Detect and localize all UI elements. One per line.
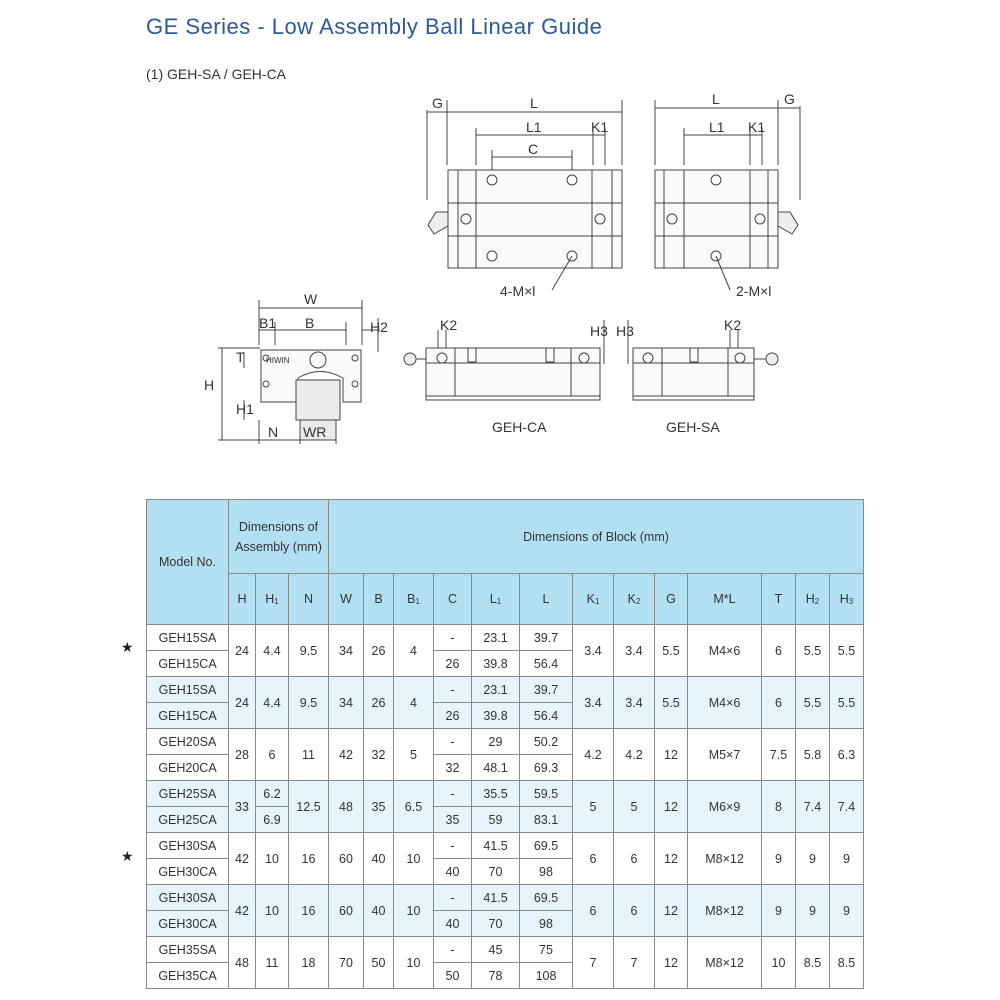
table-cell: 34 bbox=[329, 677, 364, 729]
dim-l-label: L bbox=[530, 95, 538, 111]
col-k2: $K_2$ bbox=[614, 574, 655, 625]
table-cell: 7.5 bbox=[762, 729, 796, 781]
table-cell: 6 bbox=[256, 729, 289, 781]
top-view-ca bbox=[427, 95, 622, 299]
table-cell: 4.2 bbox=[614, 729, 655, 781]
table-cell: 7.4 bbox=[796, 781, 830, 833]
table-cell: 6 bbox=[573, 885, 614, 937]
table-cell: 5.5 bbox=[830, 677, 864, 729]
header-assembly-group: Dimensions of Assembly (mm) bbox=[229, 500, 329, 574]
dim-n-label: N bbox=[268, 424, 279, 440]
table-cell: 3.4 bbox=[614, 625, 655, 677]
table-cell: 9 bbox=[762, 833, 796, 885]
table-row bbox=[147, 937, 864, 963]
dim-b1-label: B1 bbox=[259, 315, 277, 331]
col-k1: $K_1$ bbox=[573, 574, 614, 625]
dim-w-label: W bbox=[304, 291, 318, 307]
model-cell: GEH35CA bbox=[147, 963, 229, 989]
table-cell: 40 bbox=[434, 859, 472, 885]
table-cell: 6.5 bbox=[394, 781, 434, 833]
col-h2: $H_2$ bbox=[796, 574, 830, 625]
table-cell: 39.8 bbox=[472, 703, 520, 729]
table-cell: 29 bbox=[472, 729, 520, 755]
table-cell: 28 bbox=[229, 729, 256, 781]
table-cell: 7 bbox=[614, 937, 655, 989]
table-cell: 69.3 bbox=[520, 755, 573, 781]
model-cell: GEH30CA bbox=[147, 859, 229, 885]
table-cell: 60 bbox=[329, 833, 364, 885]
table-row bbox=[147, 625, 864, 651]
table-cell: 5 bbox=[394, 729, 434, 781]
table-cell: 5.5 bbox=[796, 625, 830, 677]
table-cell: 35 bbox=[434, 807, 472, 833]
table-cell: 35.5 bbox=[472, 781, 520, 807]
table-cell: 6 bbox=[573, 833, 614, 885]
table-cell: 9 bbox=[830, 885, 864, 937]
dim-h3-label-sa: H3 bbox=[616, 323, 634, 339]
table-cell: 10 bbox=[762, 937, 796, 989]
table-cell: 39.7 bbox=[520, 625, 573, 651]
table-cell: 70 bbox=[329, 937, 364, 989]
dim-k2-label-sa: K2 bbox=[724, 317, 742, 333]
table-cell: 39.7 bbox=[520, 677, 573, 703]
col-w: W bbox=[329, 574, 364, 625]
table-row bbox=[147, 729, 864, 755]
table-cell: 75 bbox=[520, 937, 573, 963]
table-cell: 4 bbox=[394, 677, 434, 729]
table-cell: M8×12 bbox=[688, 885, 762, 937]
table-cell: 32 bbox=[434, 755, 472, 781]
table-cell: 48 bbox=[229, 937, 256, 989]
technical-drawing bbox=[0, 0, 1000, 480]
table-cell: 108 bbox=[520, 963, 573, 989]
table-cell: M4×6 bbox=[688, 625, 762, 677]
table-cell: 4.4 bbox=[256, 625, 289, 677]
model-cell: GEH25CA bbox=[147, 807, 229, 833]
table-cell: 56.4 bbox=[520, 703, 573, 729]
table-cell: 42 bbox=[329, 729, 364, 781]
star-marker: ★ bbox=[121, 848, 134, 865]
col-h3: $H_3$ bbox=[830, 574, 864, 625]
table-cell: 5.5 bbox=[830, 625, 864, 677]
table-cell: 23.1 bbox=[472, 677, 520, 703]
table-cell: 69.5 bbox=[520, 833, 573, 859]
dim-l1-label-sa: L1 bbox=[709, 119, 725, 135]
table-cell: 9 bbox=[830, 833, 864, 885]
table-cell: - bbox=[434, 833, 472, 859]
table-cell: 41.5 bbox=[472, 833, 520, 859]
table-cell: 56.4 bbox=[520, 651, 573, 677]
dim-h-label: H bbox=[204, 377, 215, 393]
table-cell: 6.2 bbox=[256, 781, 289, 807]
table-cell: 6 bbox=[614, 885, 655, 937]
table-cell: 8.5 bbox=[830, 937, 864, 989]
table-cell: 50 bbox=[364, 937, 394, 989]
table-row bbox=[147, 781, 864, 807]
model-cell: GEH20SA bbox=[147, 729, 229, 755]
table-cell: 7.4 bbox=[830, 781, 864, 833]
col-b1: $B_1$ bbox=[394, 574, 434, 625]
dim-b-label: B bbox=[305, 315, 315, 331]
table-cell: 69.5 bbox=[520, 885, 573, 911]
table-cell: 40 bbox=[364, 885, 394, 937]
model-cell: GEH30CA bbox=[147, 911, 229, 937]
table-cell: 16 bbox=[289, 885, 329, 937]
table-body bbox=[147, 625, 864, 989]
col-g: G bbox=[655, 574, 688, 625]
table-cell: 5.5 bbox=[655, 625, 688, 677]
dim-l-label-sa: L bbox=[712, 91, 720, 107]
table-cell: 6.9 bbox=[256, 807, 289, 833]
table-cell: 39.8 bbox=[472, 651, 520, 677]
dim-c-label: C bbox=[528, 141, 539, 157]
table-cell: - bbox=[434, 937, 472, 963]
col-t: T bbox=[762, 574, 796, 625]
table-cell: 8 bbox=[762, 781, 796, 833]
header-block-group: Dimensions of Block (mm) bbox=[329, 500, 864, 574]
star-marker: ★ bbox=[121, 640, 134, 656]
table-cell: 34 bbox=[329, 625, 364, 677]
table-cell: 48.1 bbox=[472, 755, 520, 781]
col-ml: M*L bbox=[688, 574, 762, 625]
table-cell: 10 bbox=[256, 885, 289, 937]
table-cell: 18 bbox=[289, 937, 329, 989]
model-cell: GEH35SA bbox=[147, 937, 229, 963]
table-cell: 33 bbox=[229, 781, 256, 833]
table-cell: 9 bbox=[762, 885, 796, 937]
table-cell: 7 bbox=[573, 937, 614, 989]
table-cell: 26 bbox=[364, 625, 394, 677]
table-cell: 5.5 bbox=[655, 677, 688, 729]
table-cell: 98 bbox=[520, 859, 573, 885]
table-cell: 41.5 bbox=[472, 885, 520, 911]
table-cell: 3.4 bbox=[573, 625, 614, 677]
top-view-sa bbox=[655, 91, 800, 299]
table-cell: 45 bbox=[472, 937, 520, 963]
table-cell: 12 bbox=[655, 885, 688, 937]
table-cell: 8.5 bbox=[796, 937, 830, 989]
header-columns bbox=[147, 574, 864, 625]
dim-t-label: T bbox=[236, 349, 245, 365]
dim-h2-label: H2 bbox=[370, 319, 388, 335]
col-b: B bbox=[364, 574, 394, 625]
table-cell: 10 bbox=[394, 937, 434, 989]
table-cell: 11 bbox=[289, 729, 329, 781]
table-cell: 59.5 bbox=[520, 781, 573, 807]
table-cell: 10 bbox=[394, 885, 434, 937]
side-view-ca bbox=[404, 317, 608, 435]
table-cell: 70 bbox=[472, 911, 520, 937]
table-cell: 48 bbox=[329, 781, 364, 833]
table-cell: 42 bbox=[229, 885, 256, 937]
col-h: H bbox=[229, 574, 256, 625]
model-cell: GEH30SA bbox=[147, 833, 229, 859]
dim-h1-label: H1 bbox=[236, 401, 254, 417]
table-cell: 59 bbox=[472, 807, 520, 833]
table-cell: 9.5 bbox=[289, 677, 329, 729]
caption-geh-ca: GEH-CA bbox=[492, 419, 547, 435]
model-cell: GEH20CA bbox=[147, 755, 229, 781]
table-cell: 3.4 bbox=[614, 677, 655, 729]
dim-wr-label: WR bbox=[303, 424, 327, 440]
table-cell: 26 bbox=[364, 677, 394, 729]
dim-k1-label: K1 bbox=[591, 119, 609, 135]
hole-note-label-sa: 2-M×l bbox=[736, 283, 772, 299]
model-cell: GEH15SA bbox=[147, 625, 229, 651]
col-n: N bbox=[289, 574, 329, 625]
table-cell: 42 bbox=[229, 833, 256, 885]
table-cell: M8×12 bbox=[688, 937, 762, 989]
table-cell: M4×6 bbox=[688, 677, 762, 729]
table-row bbox=[147, 677, 864, 703]
table-cell: 50 bbox=[434, 963, 472, 989]
dim-h3-label-ca: H3 bbox=[590, 323, 608, 339]
table-cell: 78 bbox=[472, 963, 520, 989]
table-cell: 23.1 bbox=[472, 625, 520, 651]
dim-l1-label: L1 bbox=[526, 119, 542, 135]
table-cell: 12 bbox=[655, 729, 688, 781]
table-cell: 70 bbox=[472, 859, 520, 885]
table-cell: M5×7 bbox=[688, 729, 762, 781]
table-cell: - bbox=[434, 781, 472, 807]
table-cell: 24 bbox=[229, 625, 256, 677]
table-cell: 12 bbox=[655, 937, 688, 989]
table-cell: 11 bbox=[256, 937, 289, 989]
table-cell: 12 bbox=[655, 781, 688, 833]
table-cell: 83.1 bbox=[520, 807, 573, 833]
table-cell: 24 bbox=[229, 677, 256, 729]
side-view-sa bbox=[616, 317, 778, 435]
table-cell: 5 bbox=[614, 781, 655, 833]
table-cell: 10 bbox=[256, 833, 289, 885]
dim-g-label: G bbox=[432, 95, 443, 111]
table-cell: - bbox=[434, 885, 472, 911]
table-cell: 60 bbox=[329, 885, 364, 937]
table-row bbox=[147, 833, 864, 859]
table-cell: - bbox=[434, 677, 472, 703]
table-cell: M8×12 bbox=[688, 833, 762, 885]
brand-logo: HIWIN bbox=[266, 356, 290, 365]
model-cell: GEH15CA bbox=[147, 651, 229, 677]
page-title: GE Series - Low Assembly Ball Linear Guide bbox=[146, 14, 603, 39]
table-cell: 40 bbox=[434, 911, 472, 937]
table-cell: - bbox=[434, 729, 472, 755]
header-model: Model No. bbox=[147, 500, 229, 625]
table-cell: 5 bbox=[573, 781, 614, 833]
table-cell: 6 bbox=[762, 625, 796, 677]
dim-g-label-sa: G bbox=[784, 91, 795, 107]
table-cell: 4.4 bbox=[256, 677, 289, 729]
table-cell: 3.4 bbox=[573, 677, 614, 729]
table-row bbox=[147, 885, 864, 911]
model-cell: GEH15SA bbox=[147, 677, 229, 703]
table-cell: 9 bbox=[796, 885, 830, 937]
table-cell: 6 bbox=[614, 833, 655, 885]
table-cell: 4.2 bbox=[573, 729, 614, 781]
dim-k1-label-sa: K1 bbox=[748, 119, 766, 135]
table-cell: 32 bbox=[364, 729, 394, 781]
model-cell: GEH15CA bbox=[147, 703, 229, 729]
model-cell: GEH25SA bbox=[147, 781, 229, 807]
col-l: L bbox=[520, 574, 573, 625]
table-cell: 6 bbox=[762, 677, 796, 729]
table-cell: 9 bbox=[796, 833, 830, 885]
table-cell: 98 bbox=[520, 911, 573, 937]
col-h1: $H_1$ bbox=[256, 574, 289, 625]
section-subtitle: (1) GEH-SA / GEH-CA bbox=[146, 66, 287, 82]
hole-note-label: 4-M×l bbox=[500, 283, 536, 299]
table-cell: 5.5 bbox=[796, 677, 830, 729]
table-cell: 16 bbox=[289, 833, 329, 885]
table-cell: 6.3 bbox=[830, 729, 864, 781]
table-cell: 10 bbox=[394, 833, 434, 885]
caption-geh-sa: GEH-SA bbox=[666, 419, 720, 435]
table-cell: 12.5 bbox=[289, 781, 329, 833]
dim-k2-label-ca: K2 bbox=[440, 317, 458, 333]
table-cell: - bbox=[434, 625, 472, 651]
table-cell: 40 bbox=[364, 833, 394, 885]
cross-section-view bbox=[204, 291, 388, 444]
table-cell: 5.8 bbox=[796, 729, 830, 781]
table-cell: 50.2 bbox=[520, 729, 573, 755]
model-cell: GEH30SA bbox=[147, 885, 229, 911]
col-c: C bbox=[434, 574, 472, 625]
table-cell: 9.5 bbox=[289, 625, 329, 677]
table-cell: 26 bbox=[434, 651, 472, 677]
table-cell: 35 bbox=[364, 781, 394, 833]
table-cell: 4 bbox=[394, 625, 434, 677]
table-cell: 26 bbox=[434, 703, 472, 729]
specification-table bbox=[146, 499, 864, 989]
col-l1: $L_1$ bbox=[472, 574, 520, 625]
table-cell: M6×9 bbox=[688, 781, 762, 833]
table-cell: 12 bbox=[655, 833, 688, 885]
